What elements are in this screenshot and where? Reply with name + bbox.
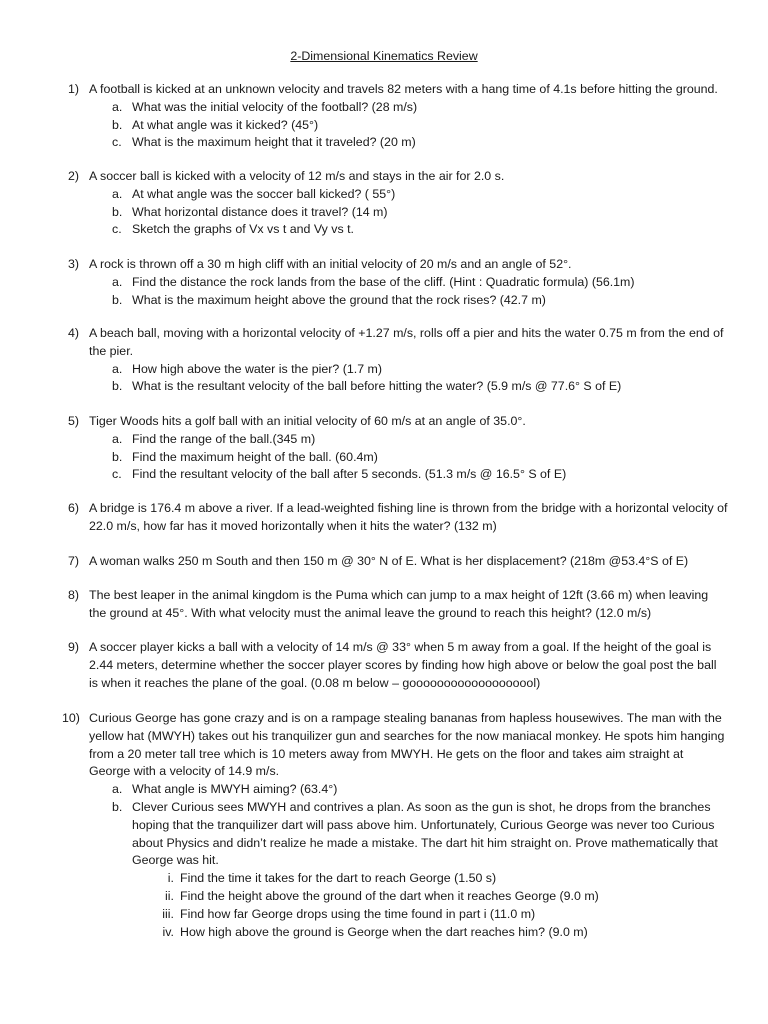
- part-label: a.: [112, 361, 123, 376]
- question-8: [68, 587, 728, 623]
- question-number: 7): [68, 554, 80, 568]
- subpart-text: Find the height above the ground of the dart when it reaches George (9.0 m): [180, 888, 599, 903]
- subpart-label: iii.: [162, 906, 174, 921]
- question-part: [112, 204, 728, 222]
- part-label: c.: [112, 467, 122, 482]
- question-subpart: [162, 924, 728, 942]
- part-label: a.: [112, 274, 123, 289]
- part-text: Find the resultant velocity of the ball after 5 seconds. (51.3 m/s @ 16.5° S of E): [132, 467, 567, 482]
- question-part: [112, 117, 728, 135]
- question-4: [68, 325, 728, 396]
- part-label: a.: [112, 782, 123, 797]
- question-2: [68, 168, 728, 239]
- question-part: [112, 221, 728, 239]
- question-part: [112, 292, 728, 310]
- question-part: [112, 466, 728, 484]
- subpart-label: i.: [167, 871, 174, 886]
- question-text: A beach ball, moving with a horizontal velocity of +1.27 m/s, rolls off a pier and hits the water 0.75 m from the end of the pier.: [89, 326, 724, 358]
- question-text: A soccer player kicks a ball with a velocity of 14 m/s @ 33° when 5 m away from a goal. If the height of the goal is 2.44 meters, determine whether the soccer player scores by finding how high above or below the goal post the ball is when it reaches the plane of the goal. (0.08 m below – gooooooooooooooooool): [89, 640, 717, 690]
- part-text: What is the maximum height above the ground that the rock rises? (42.7 m): [132, 292, 546, 307]
- question-9: [68, 639, 728, 692]
- question-subpart: [165, 888, 728, 906]
- subpart-text: Find the time it takes for the dart to reach George (1.50 s): [180, 871, 497, 886]
- question-part: [112, 781, 728, 799]
- question-3: [68, 256, 728, 309]
- part-label: a.: [112, 431, 123, 446]
- question-7: [68, 553, 728, 571]
- question-text: Tiger Woods hits a golf ball with an initial velocity of 60 m/s at an angle of 35.0°.: [89, 414, 526, 428]
- question-subpart: [167, 870, 728, 888]
- part-text: At what angle was it kicked? (45°): [132, 117, 319, 132]
- part-label: c.: [112, 222, 122, 237]
- question-part: [112, 186, 728, 204]
- question-text: A bridge is 176.4 m above a river. If a lead-weighted fishing line is thrown from the bridge with a horizontal velocity of 22.0 m/s, how far has it moved horizontally when it hits the water? (132 m): [89, 501, 728, 533]
- part-label: b.: [112, 379, 123, 394]
- question-part: [112, 431, 728, 449]
- question-text: A woman walks 250 m South and then 150 m @ 30° N of E. What is her displacement? (218m @53.4°S of E): [89, 554, 689, 568]
- question-text: The best leaper in the animal kingdom is the Puma which can jump to a max height of 12ft (3.66 m) when leaving the ground at 45°. With what velocity must the animal leave the ground to reach this height? (12.0 m/s): [89, 588, 709, 620]
- part-text: Sketch the graphs of Vx vs t and Vy vs t.: [132, 222, 354, 237]
- part-label: b.: [112, 292, 123, 307]
- part-text: How high above the water is the pier? (1.7 m): [132, 361, 383, 376]
- part-text: What is the maximum height that it traveled? (20 m): [132, 135, 416, 150]
- question-number: 9): [68, 640, 80, 654]
- part-text: Find the maximum height of the ball. (60.4m): [132, 449, 378, 464]
- question-number: 5): [68, 414, 80, 428]
- question-number: 2): [68, 169, 80, 183]
- question-part: [112, 134, 728, 152]
- part-label: b.: [112, 449, 123, 464]
- part-text: Find the range of the ball.(345 m): [132, 431, 316, 446]
- question-text: A soccer ball is kicked with a velocity of 12 m/s and stays in the air for 2.0 s.: [89, 169, 505, 183]
- subpart-label: ii.: [165, 888, 174, 903]
- part-text: What angle is MWYH aiming? (63.4°): [132, 782, 338, 797]
- question-part: [112, 449, 728, 467]
- question-text: A rock is thrown off a 30 m high cliff with an initial velocity of 20 m/s and an angle of 52°.: [89, 257, 572, 271]
- question-text: Curious George has gone crazy and is on a rampage stealing bananas from hapless housewives. The man with the yellow hat (MWYH) takes out his tranquilizer gun and searches for the now maniacal monkey. He spots him hanging from a 20 meter tall tree which is 10 meters away from MWYH. He gets on the floor and takes aim straight at George with a velocity of 14.9 m/s.: [89, 711, 725, 779]
- question-5: [68, 413, 728, 484]
- page-title: 2-Dimensional Kinematics Review: [290, 49, 478, 63]
- question-part: [112, 99, 728, 117]
- subpart-text: How high above the ground is George when the dart reaches him? (9.0 m): [180, 924, 588, 939]
- question-number: 10): [62, 711, 80, 725]
- question-number: 4): [68, 326, 80, 340]
- part-text: Clever Curious sees MWYH and contrives a plan. As soon as the gun is shot, he drops from the branches hoping that the tranquilizer dart will pass above him. Unfortunately, Curious George was never too Curious about Physics and didn’t realize he made a mistake. The dart hit him straight on. Prove mathematically that George was hit.: [132, 799, 718, 868]
- subpart-label: iv.: [162, 924, 174, 939]
- question-10: [62, 710, 728, 941]
- part-label: a.: [112, 186, 123, 201]
- part-label: b.: [112, 117, 123, 132]
- question-subpart: [162, 906, 728, 924]
- part-text: Find the distance the rock lands from the base of the cliff. (Hint : Quadratic formula) (56.1m): [132, 274, 635, 289]
- question-number: 6): [68, 501, 80, 515]
- question-1: [68, 81, 728, 152]
- question-part: [112, 799, 728, 870]
- subpart-text: Find how far George drops using the time found in part i (11.0 m): [180, 906, 536, 921]
- part-text: What horizontal distance does it travel? (14 m): [132, 204, 388, 219]
- part-label: a.: [112, 99, 123, 114]
- question-6: [68, 500, 728, 536]
- part-text: What was the initial velocity of the football? (28 m/s): [132, 99, 418, 114]
- question-number: 8): [68, 588, 80, 602]
- part-text: What is the resultant velocity of the ball before hitting the water? (5.9 m/s @ 77.6° S of E): [132, 379, 622, 394]
- part-text: At what angle was the soccer ball kicked? ( 55°): [132, 186, 396, 201]
- question-number: 1): [68, 82, 80, 96]
- part-label: b.: [112, 799, 123, 814]
- part-label: c.: [112, 135, 122, 150]
- question-part: [112, 378, 728, 396]
- question-number: 3): [68, 257, 80, 271]
- question-part: [112, 361, 728, 379]
- question-part: [112, 274, 728, 292]
- part-label: b.: [112, 204, 123, 219]
- question-text: A football is kicked at an unknown velocity and travels 82 meters with a hang time of 4.1s before hitting the ground.: [89, 82, 718, 96]
